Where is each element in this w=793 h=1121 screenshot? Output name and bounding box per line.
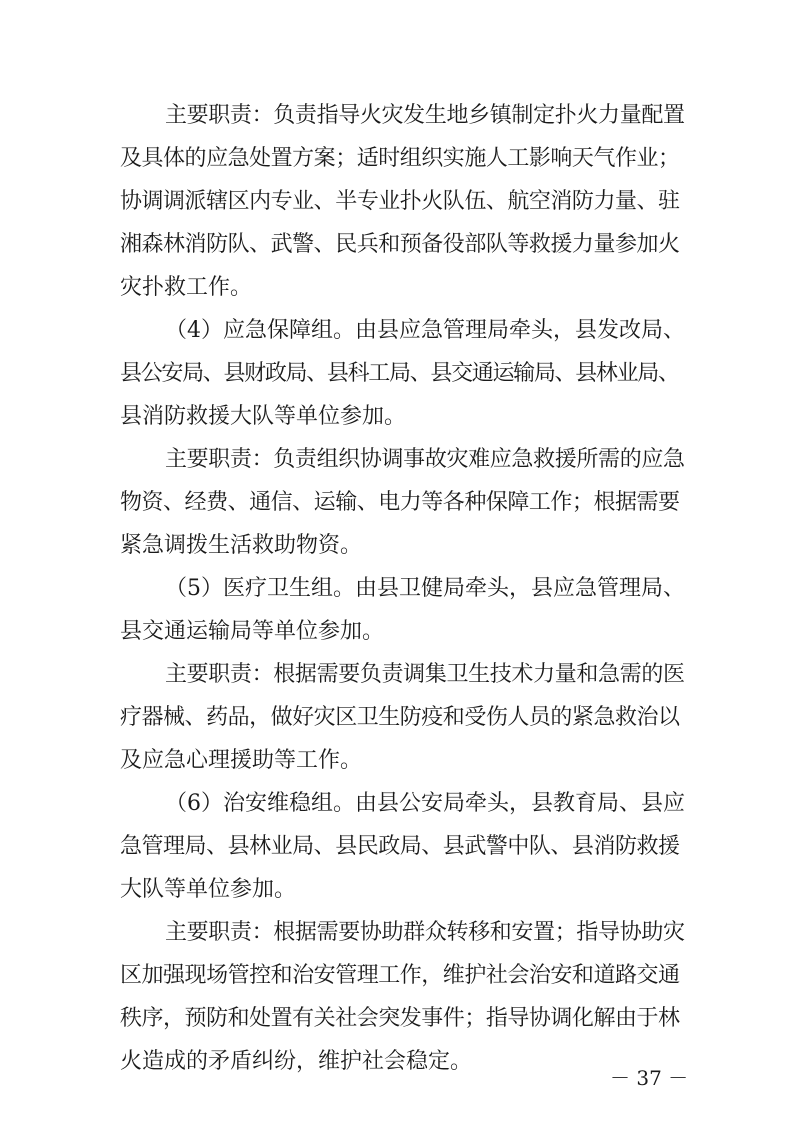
text-line: （6）治安维稳组。由县公安局牵头，县教育局、县应 [165, 791, 685, 816]
text-line: 物资、经费、通信、运输、电力等各种保障工作；根据需要 [120, 490, 680, 515]
text-line: 主要职责：负责组织协调事故灾难应急救援所需的应急 [165, 447, 685, 472]
text-line: 县公安局、县财政局、县科工局、县交通运输局、县林业局、 [120, 361, 679, 386]
text-line: 湘森林消防队、武警、民兵和预备役部队等救援力量参加火 [120, 232, 680, 257]
text-line: 主要职责：根据需要协助群众转移和安置；指导协助灾 [165, 920, 685, 945]
text-line: 县交通运输局等单位参加。 [120, 619, 385, 644]
page-number: － 37 － [610, 1066, 689, 1090]
text-line: 疗器械、药品，做好灾区卫生防疫和受伤人员的紧急救治以 [120, 705, 680, 730]
text-line: 急管理局、县林业局、县民政局、县武警中队、县消防救援 [120, 834, 680, 859]
text-line: 协调调派辖区内专业、半专业扑火队伍、航空消防力量、驻 [120, 189, 680, 214]
text-line: （5）医疗卫生组。由县卫健局牵头，县应急管理局、 [165, 576, 685, 601]
text-line: 大队等单位参加。 [120, 877, 297, 902]
text-line: 及具体的应急处置方案；适时组织实施人工影响天气作业； [120, 146, 680, 171]
text-line: 区加强现场管控和治安管理工作，维护社会治安和道路交通 [120, 963, 680, 988]
text-line: （4）应急保障组。由县应急管理局牵头，县发改局、 [165, 318, 685, 343]
text-line: 及应急心理援助等工作。 [120, 748, 363, 773]
text-line: 火造成的矛盾纠纷，维护社会稳定。 [120, 1049, 473, 1074]
text-line: 灾扑救工作。 [120, 275, 253, 300]
text-line: 紧急调拨生活救助物资。 [120, 533, 363, 558]
text-line: 县消防救援大队等单位参加。 [120, 404, 407, 429]
text-line: 主要职责：负责指导火灾发生地乡镇制定扑火力量配置 [165, 103, 685, 128]
text-line: 秩序，预防和处置有关社会突发事件；指导协调化解由于林 [120, 1006, 680, 1031]
text-line: 主要职责：根据需要负责调集卫生技术力量和急需的医 [165, 662, 685, 687]
